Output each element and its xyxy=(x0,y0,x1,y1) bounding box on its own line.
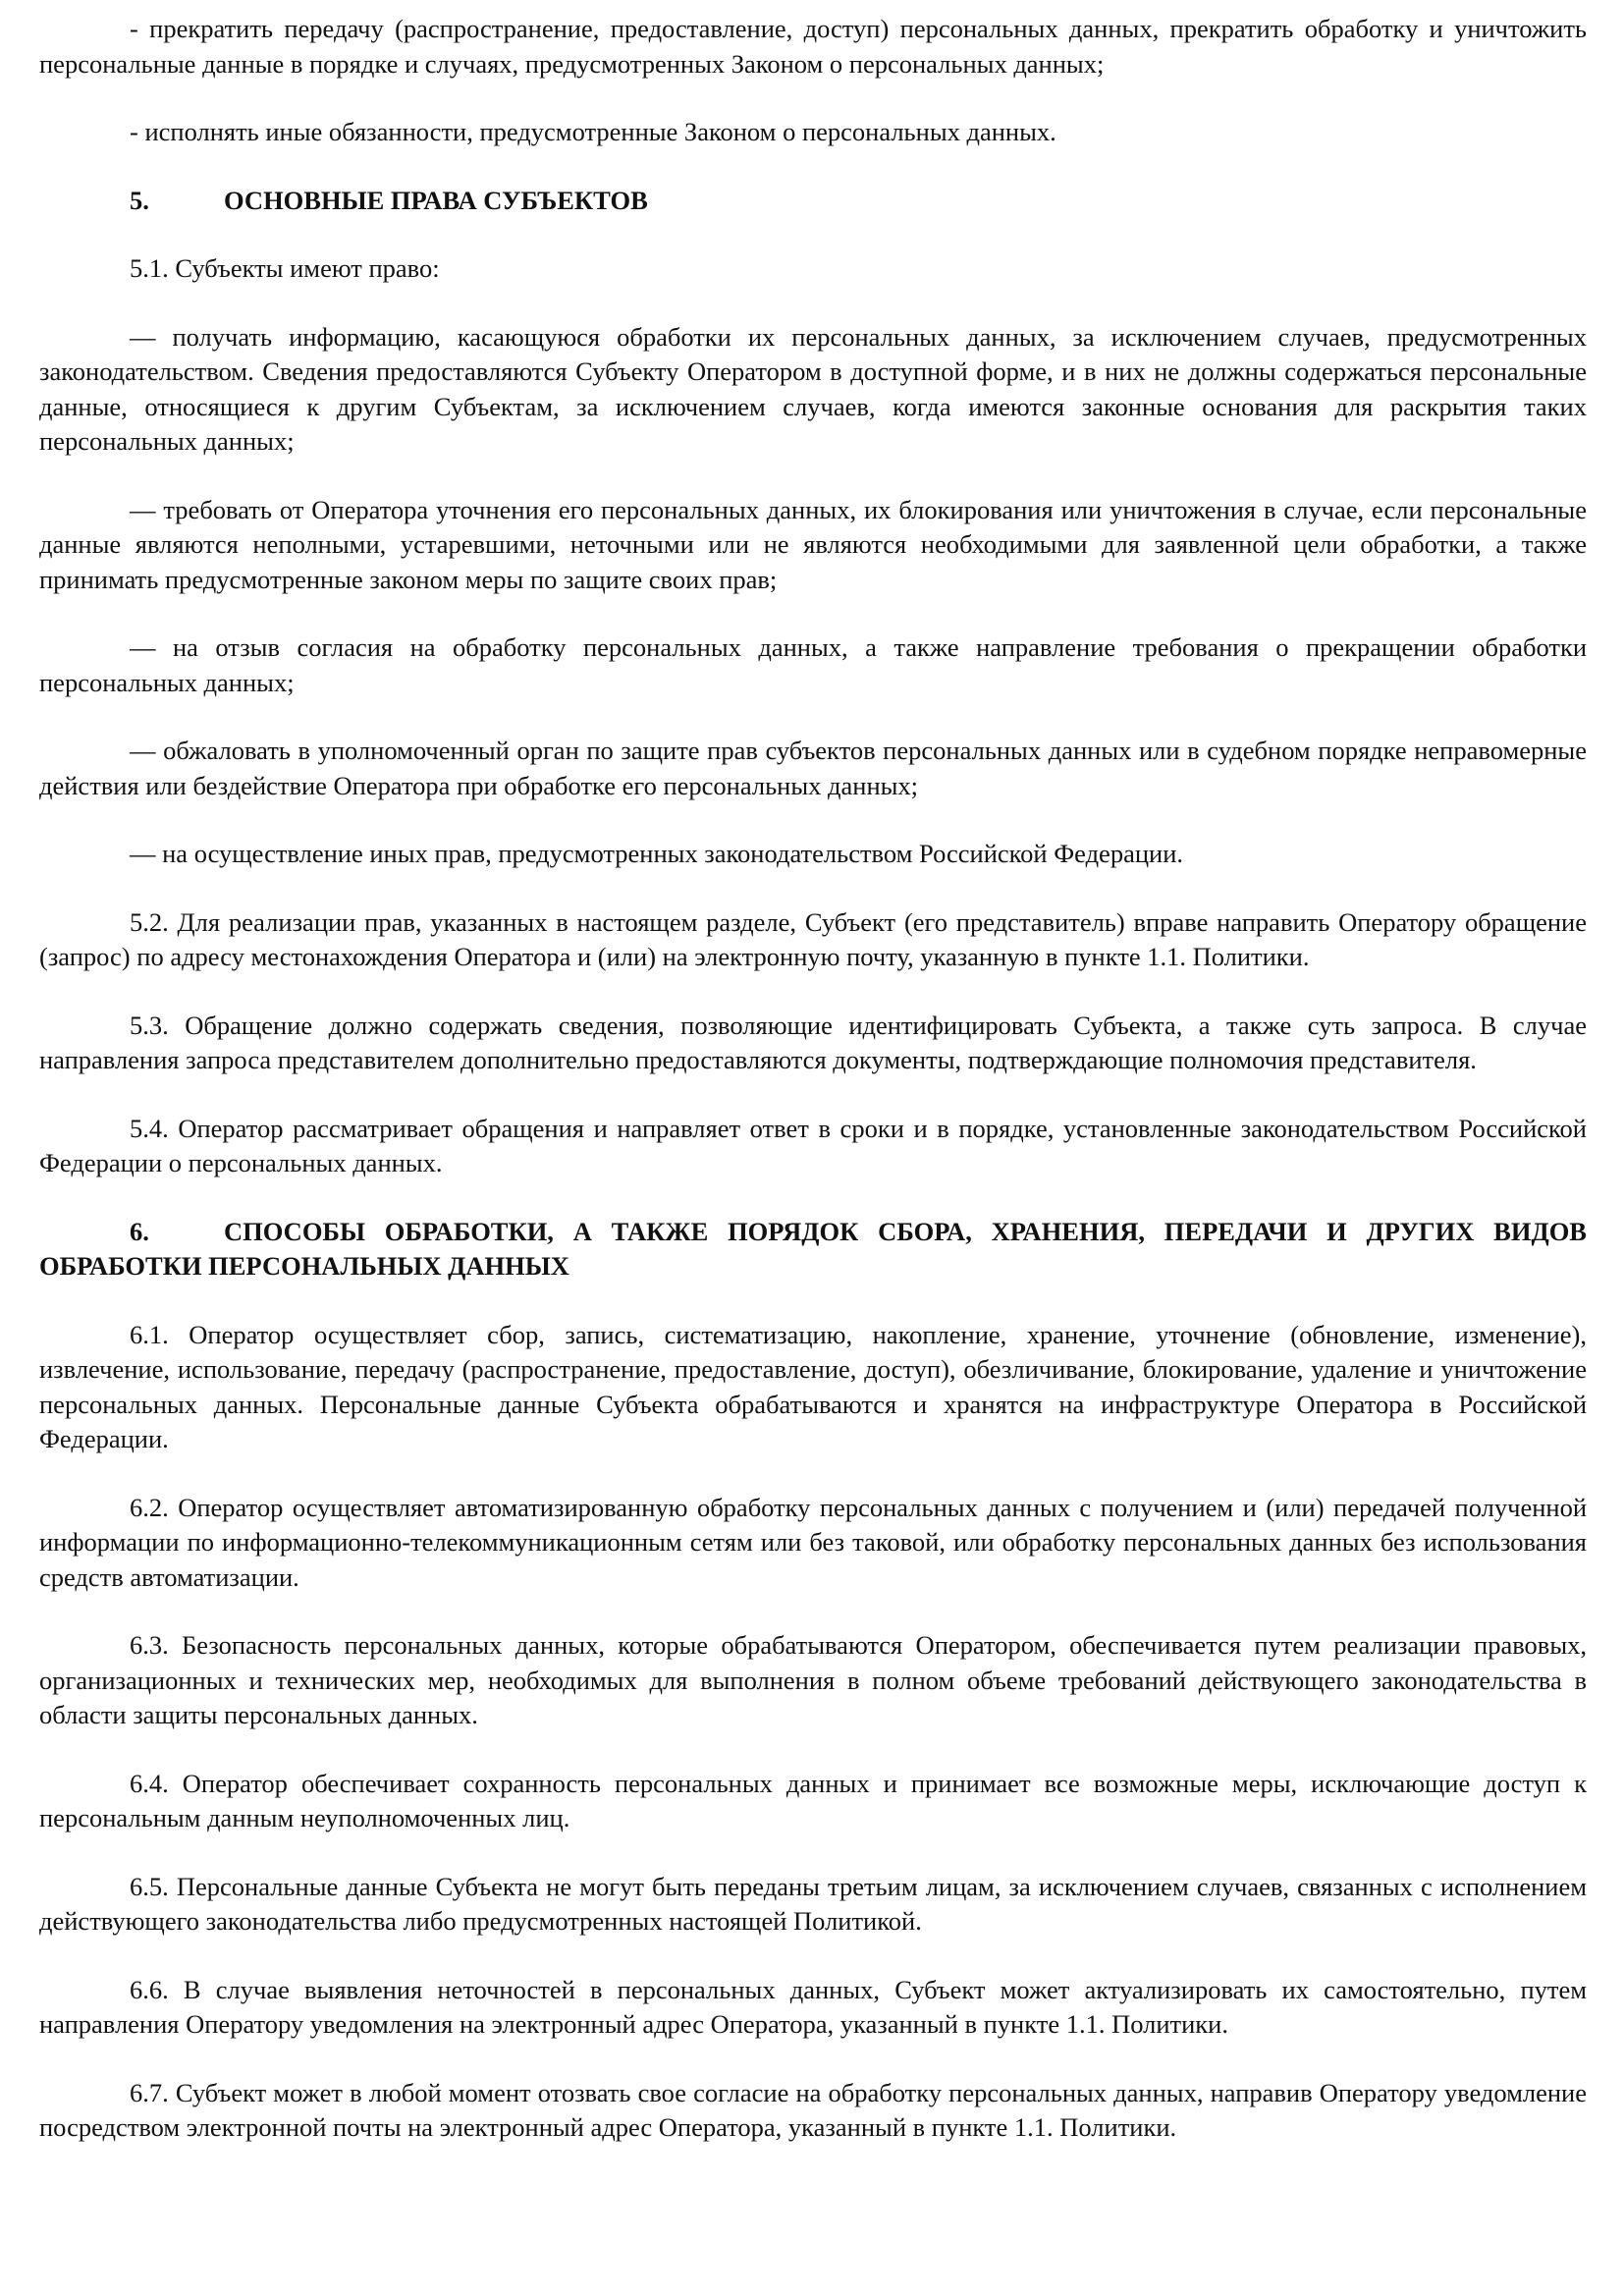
paragraph: — на отзыв согласия на обработку персональных данных, а также направление требования о прекращении обработки персональных данных; xyxy=(39,632,1587,697)
paragraph: — обжаловать в уполномоченный орган по защите прав субъектов персональных данных или в судебном порядке неправомерные действия или бездействие Оператора при обработке его персональных данных; xyxy=(39,736,1587,800)
section-title: СПОСОБЫ ОБРАБОТКИ, А ТАКЖЕ ПОРЯДОК СБОРА, ХРАНЕНИЯ, ПЕРЕДАЧИ И ДРУГИХ ВИДОВ ОБРАБОТКИ ПЕРСОНАЛЬНЫХ ДАННЫХ xyxy=(39,1216,1587,1281)
paragraph: 5.4. Оператор рассматривает обращения и направляет ответ в сроки и в порядке, установленные законодательством Российской Федерации о персональных данных. xyxy=(39,1113,1587,1177)
section-heading-5 xyxy=(39,184,1587,219)
paragraph: — на осуществление иных прав, предусмотренных законодательством Российской Федерации. xyxy=(130,839,1184,868)
paragraph: 6.4. Оператор обеспечивает сохранность персональных данных и принимает все возможные меры, исключающие доступ к персональным данным неуполномоченных лиц. xyxy=(39,1768,1587,1832)
paragraph: 6.7. Субъект может в любой момент отозвать свое согласие на обработку персональных данных, направив Оператору уведомление посредством электронной почты на электронный адрес Оператора, указанный в пункте 1.1. Политики. xyxy=(39,2077,1587,2142)
paragraph: 6.6. В случае выявления неточностей в персональных данных, Субъект может актуализировать их самостоятельно, путем направления Оператору уведомления на электронный адрес Оператора, указанный в пункте 1.1. Политики. xyxy=(39,1974,1587,2039)
paragraph: 5.2. Для реализации прав, указанных в настоящем разделе, Субъект (его представитель) вправе направить Оператору обращение (запрос) по адресу местонахождения Оператора и (или) на электронную почту, указанную в пункте 1.1. Политики. xyxy=(39,906,1587,971)
section-title: ОСНОВНЫЕ ПРАВА СУБЪЕКТОВ xyxy=(224,185,648,215)
paragraph: - прекратить передачу (распространение, предоставление, доступ) персональных данных, прекратить обработку и уничтожить персональные данные в порядке и случаях, предусмотренных Законом о персональных данных; xyxy=(39,14,1587,79)
paragraph: 6.1. Оператор осуществляет сбор, запись, систематизацию, накопление, хранение, уточнение (обновление, изменение), извлечение, использование, передачу (распространение, предоставление, доступ), обезличивание, блокирование, удаление и уничтожение персональных данных. Персональные данные Субъекта обрабатываются и хранятся на инфраструктуре Оператора в Российской Федерации. xyxy=(39,1319,1587,1453)
paragraph: — требовать от Оператора уточнения его персональных данных, их блокирования или уничтожения в случае, если персональные данные являются неполными, устаревшими, неточными или не являются необходимыми для заявленной цели обработки, а также принимать предусмотренные законом меры по защите своих прав; xyxy=(39,494,1587,594)
paragraph: 5.3. Обращение должно содержать сведения, позволяющие идентифицировать Субъекта, а также суть запроса. В случае направления запроса представителем дополнительно предоставляются документы, подтверждающие полномочия представителя. xyxy=(39,1010,1587,1074)
section-heading-6 xyxy=(39,1215,1587,1285)
paragraph: 6.5. Персональные данные Субъекта не могут быть переданы третьим лицам, за исключением случаев, связанных с исполнением действующего законодательства либо предусмотренных настоящей Политикой. xyxy=(39,1871,1587,1936)
section-number: 6. xyxy=(130,1216,149,1246)
paragraph: - исполнять иные обязанности, предусмотренные Законом о персональных данных. xyxy=(130,117,1056,146)
document-page xyxy=(39,12,1587,2179)
paragraph: 6.3. Безопасность персональных данных, которые обрабатываются Оператором, обеспечивается путем реализации правовых, организационных и технических мер, необходимых для выполнения в полном объеме требований действующего законодательства в области защиты персональных данных. xyxy=(39,1630,1587,1729)
section-number: 5. xyxy=(130,185,149,215)
paragraph: 5.1. Субъекты имеют право: xyxy=(130,253,440,283)
paragraph: — получать информацию, касающуюся обработки их персональных данных, за исключением случаев, предусмотренных законодательством. Сведения предоставляются Субъекту Оператором в доступной форме, и в них не должны содержаться персональные данные, относящиеся к другим Субъектам, за исключением случаев, когда имеются законные основания для раскрытия таких персональных данных; xyxy=(39,321,1587,456)
paragraph: 6.2. Оператор осуществляет автоматизированную обработку персональных данных с получением и (или) передачей полученной информации по информационно-телекоммуникационным сетям или без таковой, или обработку персональных данных без использования средств автоматизации. xyxy=(39,1492,1587,1592)
